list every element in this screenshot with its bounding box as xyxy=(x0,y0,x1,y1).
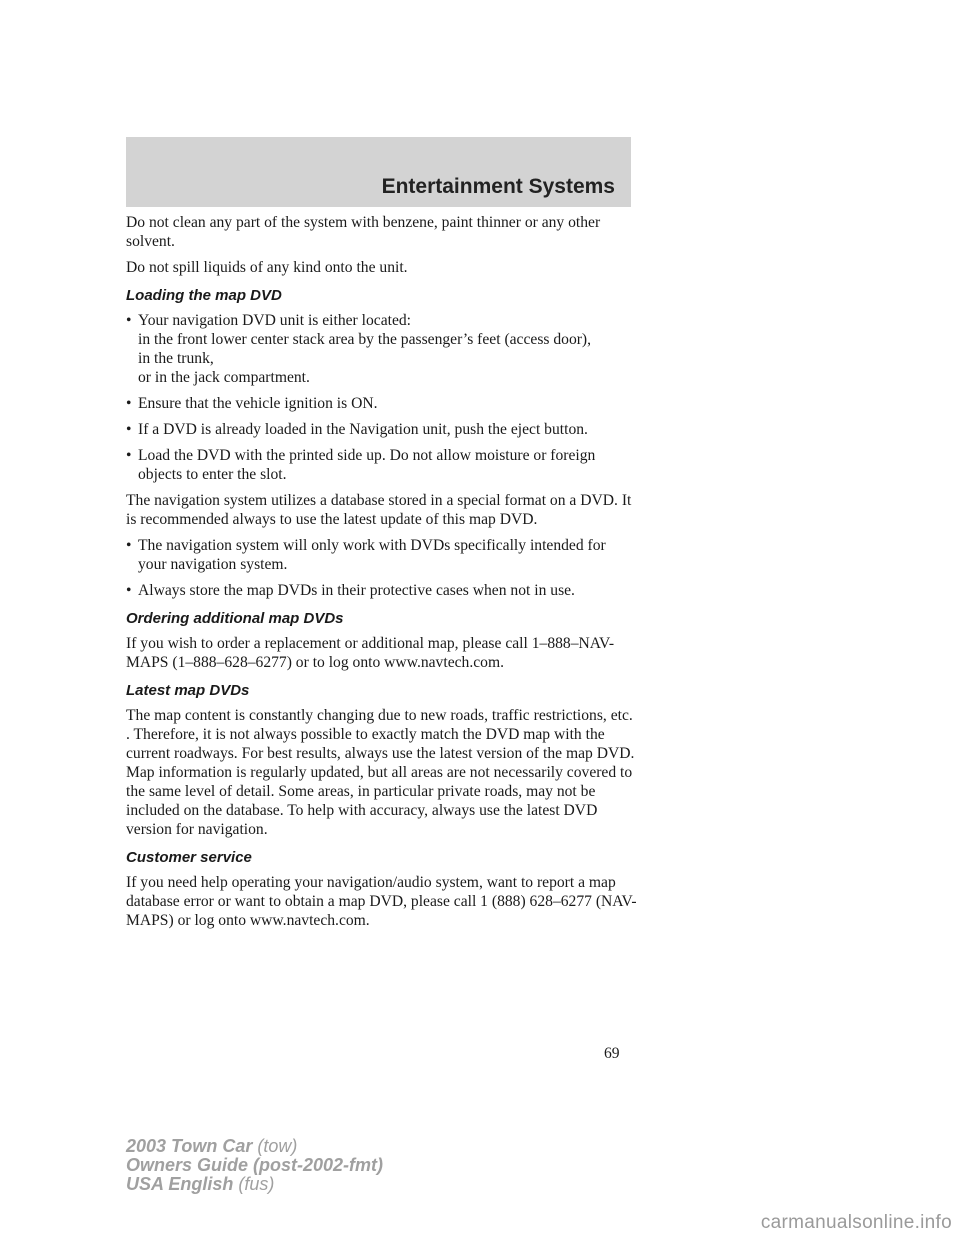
list-item xyxy=(126,581,638,600)
watermark-text: carmanualsonline.info xyxy=(760,1212,952,1233)
footer-language-code: (fus) xyxy=(238,1174,275,1194)
list-item-text: Load the DVD with the printed side up. Do not allow moisture or foreign objects to enter the slot. xyxy=(138,447,596,483)
bullet-icon: • xyxy=(126,582,132,599)
paragraph-latest: The map content is constantly changing due to new roads, traffic restrictions, etc. . Therefore, it is not always possible to exactly match the DVD map with the current roadways. For best results, always use the latest version of the map DVD. Map information is regularly updated, but all areas are not necessarily covered to the same level of detail. Some areas, in particular private roads, may not be included on the database. To help with accuracy, always use the latest DVD version for navigation. xyxy=(126,707,635,838)
paragraph-customer-service: If you need help operating your navigation/audio system, want to report a map database error or want to obtain a map DVD, please call 1 (888) 628–6277 (NAV-MAPS) or log onto www.navtech.com. xyxy=(126,874,637,929)
list-item xyxy=(126,446,638,484)
bullet-icon: • xyxy=(126,537,132,554)
section-title: Entertainment Systems xyxy=(381,175,615,198)
footer-model: 2003 Town Car xyxy=(126,1136,253,1156)
footer-line-model xyxy=(126,1137,383,1156)
footer-language: USA English xyxy=(126,1174,234,1194)
bullet-icon: • xyxy=(126,447,132,464)
list-item xyxy=(126,311,638,387)
footer-line-language xyxy=(126,1175,383,1194)
list-item xyxy=(126,536,638,574)
paragraph-no-liquids: Do not spill liquids of any kind onto the unit. xyxy=(126,259,408,276)
paragraph-database: The navigation system utilizes a database stored in a special format on a DVD. It is recommended always to use the latest update of this map DVD. xyxy=(126,492,632,528)
heading-latest-map-dvds: Latest map DVDs xyxy=(126,682,250,699)
paragraph-no-solvents: Do not clean any part of the system with benzene, paint thinner or any other solvent. xyxy=(126,214,601,250)
heading-loading-map-dvd: Loading the map DVD xyxy=(126,287,282,304)
page-number: 69 xyxy=(604,1045,620,1062)
document-footer xyxy=(126,1137,383,1194)
heading-ordering-map-dvds: Ordering additional map DVDs xyxy=(126,610,344,627)
bullet-icon: • xyxy=(126,312,132,329)
list-item-text: Always store the map DVDs in their protective cases when not in use. xyxy=(138,582,575,599)
list-item-text: If a DVD is already loaded in the Navigation unit, push the eject button. xyxy=(138,421,588,438)
footer-guide: Owners Guide (post-2002-fmt) xyxy=(126,1155,384,1175)
bullet-icon: • xyxy=(126,421,132,438)
footer-model-code: (tow) xyxy=(257,1136,298,1156)
list-item-text: Your navigation DVD unit is either located: in the front lower center stack area by the passenger’s feet (access door), in the trunk, or in the jack compartment. xyxy=(138,312,592,386)
list-item-text: The navigation system will only work with DVDs specifically intended for your navigation system. xyxy=(138,537,606,573)
bullet-icon: • xyxy=(126,395,132,412)
paragraph-ordering: If you wish to order a replacement or additional map, please call 1–888–NAV-MAPS (1–888–628–6277) or to log onto www.navtech.com. xyxy=(126,635,615,671)
section-header-band xyxy=(126,137,631,207)
list-item xyxy=(126,394,638,413)
list-item xyxy=(126,420,638,439)
page-content xyxy=(126,213,638,937)
footer-line-guide xyxy=(126,1156,383,1175)
list-item-text: Ensure that the vehicle ignition is ON. xyxy=(138,395,378,412)
heading-customer-service: Customer service xyxy=(126,849,252,866)
